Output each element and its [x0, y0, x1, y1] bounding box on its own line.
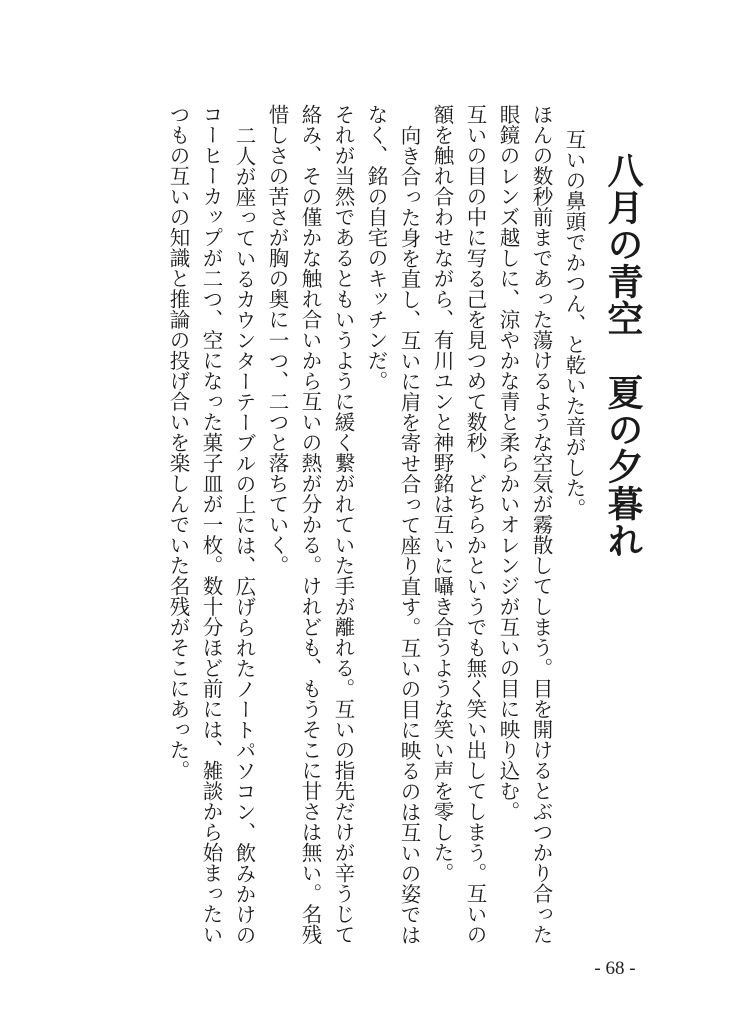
paragraph-6: 二人が座っているカウンターテーブルの上には、広げられたノートパソコン、飲みかけのコーヒーカップが二つ、空になった菓子皿が一枚。数十分ほど前には、雑談から始まったいつもの互いの知識と推論の投げ合いを楽しんでいた名残がそこにあった。 — [166, 104, 256, 945]
paragraph-1: 互いの鼻頭でかつん、と乾いた音がした。 — [562, 129, 586, 519]
paragraph-4: 向き合った身を直し、互いに肩を寄せ合って座り直す。互いの目に映るのは互いの姿ではなく、銘の自宅のキッチンだ。 — [364, 104, 421, 945]
body-text — [128, 104, 590, 964]
chapter-title: 八月の青空 夏の夕暮れ — [602, 152, 644, 559]
paragraph-3: 互いの目の中に写る己を見つめて数秒、どちらかというでも無く笑い出してしまう。互いの額を触れ合わせながら、有川ユンと神野銘は互いに囁き合うような笑い声を零した。 — [430, 104, 487, 945]
page-number: - 68 - — [594, 958, 636, 979]
paragraph-2: ほんの数秒前まであった蕩けるような空気が霧散してしまう。目を開けるとぶつかり合った眼鏡のレンズ越しに、涼やかな青と柔らかいオレンジが互いの目に映り込む。 — [496, 104, 553, 945]
paragraph-5: それが当然であるともいうように緩く繋がれていた手が離れる。互いの指先だけが辛うじて絡み、その僅かな触れ合いから互いの熱が分かる。けれども、もうそこに甘さは無い。名残惜しさの苦さが胸の奥に一つ、二つと落ちていく。 — [265, 104, 355, 945]
